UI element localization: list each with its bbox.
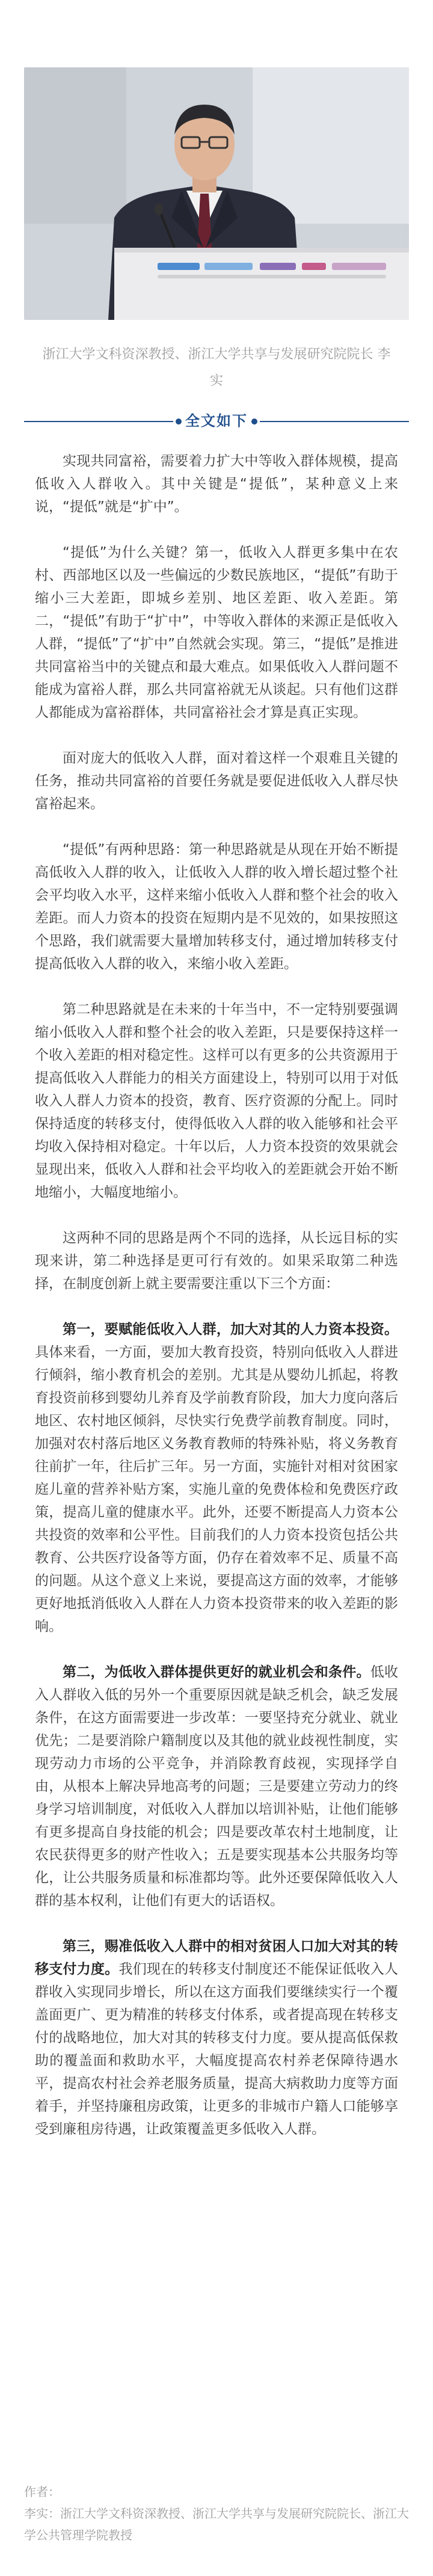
paragraph-text: 这两种不同的思路是两个不同的选择，从长远目标的实现来讲，第二种选择是更可行有效的。如果采取第二种选择，在制度创新上就主要需要注重以下三个方面： [35,1230,398,1292]
paragraph-9 [35,1935,398,2141]
article-body [35,450,398,2164]
paragraph-text: 低收入人群收入低的另外一个重要原因就是缺乏机会，缺乏发展条件，在这方面需要进一步改革：一要坚持充分就业、就业优先；二是要消除户籍制度以及其他的就业歧视性制度，实现劳动力市场的公平竞争，并消除教育歧视，实现择学自由，从根本上解决异地高考的问题；三是要建立劳动力的终身学习培训制度，对低收入人群加以培训补贴，让他们能够有更多提高自身技能的机会；四是要改革农村土地制度，让农民获得更多的财产性收入；五是要实现基本公共服务均等化，让公共服务质量和标准都均等。此外还要保障低收入人群的基本权利，让他们有更大的话语权。 [35,1664,399,1909]
paragraph-lead: 第三，赐准低收入人群中的相对贫困人口加大对其的转移支付力度。 [35,1939,398,1977]
paragraph-text: “提低”为什么关键？第一，低收入人群更多集中在农村、西部地区以及一些偏远的少数民族地区，“提低”有助于缩小三大差距，即城乡差别、地区差距、收入差距。第二，“提低”有助于“扩中”，中等收入群体的来源正是低收入人群，“提低”了“扩中”自然就会实现。第三，“提低”是推进共同富裕当中的关键点和最大难点。如果低收入人群问题不能成为富裕人群，那么共同富裕就无从谈起。只有他们这群人都能成为富裕群体，共同富裕社会才算是真正实现。 [35,545,398,720]
heading-rule-left [24,421,173,422]
paragraph-text: 第二种思路就是在未来的十年当中，不一定特别要强调缩小低收入人群和整个社会的收入差距，只是要保持这样一个收入差距的相对稳定性。这样可以有更多的公共资源用于提高低收入人群能力的相关方面建设上，特别可以用于对低收入人群人力资本的投资，教育、医疗资源的分配上。同时保持适度的转移支付，使得低收入人群的收入能够和社会平均收入保持相对稳定。十年以后，人力资本投资的效果就会显现出来，低收入人群和社会平均收入的差距就会开始不断地缩小，大幅度地缩小。 [35,1002,398,1200]
section-heading [0,409,433,433]
speaker-photo-illustration [24,67,409,320]
paragraph-5 [35,998,398,1204]
author-label: 作者： [24,2485,60,2499]
paragraph-2 [35,541,398,724]
paragraph-6 [35,1227,398,1295]
paragraph-text: 面对庞大的低收入人群，面对着这样一个艰难且关键的任务，推动共同富裕的首要任务就是要促进低收入人群尽快富裕起来。 [35,750,398,812]
speaker-photo [24,67,409,320]
paragraph-7 [35,1318,398,1638]
heading-rule-right [260,421,409,422]
photo-caption: 浙江大学文科资深教授、浙江大学共享与发展研究院院长 李实 [42,347,391,388]
section-title: 全文如下 [185,412,248,429]
paragraph-lead: 第一，要赋能低收入人群，加大对其的人力资本投资。 [63,1322,398,1337]
paragraph-8 [35,1661,398,1912]
paragraph-4 [35,838,398,975]
author-block [24,2481,409,2546]
heading-dot-right [251,419,257,425]
paragraph-lead: 第二，为低收入群体提供更好的就业机会和条件。 [63,1664,370,1680]
paragraph-text: 我们现在的转移支付制度还不能保证低收入人群收入实现同步增长，所以在这方面我们要继续实行一个覆盖面更广、更为精准的转移支付体系，或者提高现在转移支付的战略地位，加大对其的转移支付力度。要从提高低保救助的覆盖面和救助水平，大幅度提高农村养老保障待遇水平，提高农村社会养老服务质量，提高大病救助力度等方面着手，并坚持廉租房政策，让更多的非城市户籍人口能够享受到廉租房待遇，让政策覆盖更多低收入人群。 [35,1961,399,2137]
paragraph-text: “提低”有两种思路：第一种思路就是从现在开始不断提高低收入人群的收入，让低收入人群的收入增长超过整个社会平均收入水平，这样来缩小低收入人群和整个社会的收入差距。而人力资本的投资在短期内是不见效的，如果按照这个思路，我们就需要大量增加转移支付，通过增加转移支付提高低收入人群的收入，来缩小收入差距。 [35,842,398,972]
paragraph-3 [35,747,398,815]
paragraph-1 [35,450,398,518]
author-text: 李实：浙江大学文科资深教授、浙江大学共享与发展研究院院长、浙江大学公共管理学院教授 [24,2506,409,2542]
paragraph-text: 实现共同富裕，需要着力扩大中等收入群体规模，提高低收入人群收入。其中关键是“提低”，某种意义上来说，“提低”就是“扩中”。 [35,453,398,515]
paragraph-text: 具体来看，一方面，要加大教育投资，特别向低收入人群进行倾斜，缩小教育机会的差别。尤其是从婴幼儿抓起，将教育投资前移到婴幼儿养育及学前教育阶段，加大力度向落后地区、农村地区倾斜，尽快实行免费学前教育制度。同时，加强对农村落后地区义务教育教师的特殊补贴，将义务教育往前扩一年，往后扩三年。另一方面，实施针对相对贫困家庭儿童的营养补贴方案，实施儿童的免费体检和免费医疗政策，提高儿童的健康水平。此外，还要不断提高人力资本公共投资的效率和公平性。目前我们的人力资本投资包括公共教育、公共医疗设备等方面，仍存在着效率不足、质量不高的问题。从这个意义上来说，要提高这方面的效率，才能够更好地抵消低收入人群在人力资本投资带来的收入差距的影响。 [35,1345,398,1634]
